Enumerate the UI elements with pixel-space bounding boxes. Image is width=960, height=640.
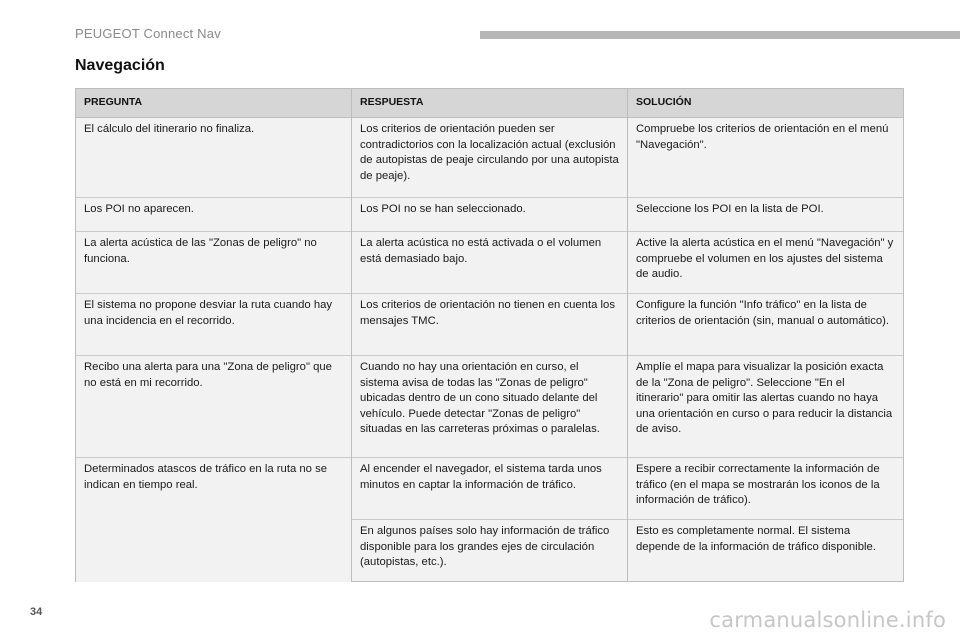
section-title: Navegación	[75, 57, 165, 74]
table-row	[76, 198, 904, 232]
header-bar	[480, 31, 960, 39]
cell-answer: Cuando no hay una orientación en curso, el sistema avisa de todas las "Zonas de peligro" ubicadas dentro de un cono situado delante del vehículo. Puede detectar "Zonas de peligro" situadas en las carreteras próximas o paralelas.	[352, 356, 628, 458]
table-row	[76, 232, 904, 294]
cell-answer: En algunos países solo hay información de tráfico disponible para los grandes ejes de circulación (autopistas, etc.).	[352, 520, 628, 582]
header-question: PREGUNTA	[76, 89, 352, 118]
cell-question: Recibo una alerta para una "Zona de peligro" que no está en mi recorrido.	[76, 356, 352, 458]
cell-answer: Los criterios de orientación pueden ser contradictorios con la localización actual (exclusión de autopistas de peaje circulando por una autopista de peaje).	[352, 118, 628, 198]
cell-solution: Amplíe el mapa para visualizar la posición exacta de la "Zona de peligro". Seleccione "En el itinerario" para omitir las alertas cuando no haya una orientación en curso o para reducir la distancia de aviso.	[628, 356, 904, 458]
cell-answer: Los POI no se han seleccionado.	[352, 198, 628, 232]
cell-solution: Esto es completamente normal. El sistema depende de la información de tráfico disponible.	[628, 520, 904, 582]
cell-question: Determinados atascos de tráfico en la ruta no se indican en tiempo real.	[76, 458, 352, 582]
cell-question: El cálculo del itinerario no finaliza.	[76, 118, 352, 198]
cell-solution: Active la alerta acústica en el menú "Navegación" y compruebe el volumen en los ajustes del sistema de audio.	[628, 232, 904, 294]
table-row	[76, 458, 904, 520]
table-row	[76, 356, 904, 458]
cell-solution: Configure la función "Info tráfico" en la lista de criterios de orientación (sin, manual o automático).	[628, 294, 904, 356]
header-solution: SOLUCIÓN	[628, 89, 904, 118]
cell-answer: Al encender el navegador, el sistema tarda unos minutos en captar la información de tráfico.	[352, 458, 628, 520]
document-brand: PEUGEOT Connect Nav	[75, 26, 221, 41]
watermark: carmanualsonline.info	[709, 608, 946, 632]
cell-solution: Seleccione los POI en la lista de POI.	[628, 198, 904, 232]
cell-question: Los POI no aparecen.	[76, 198, 352, 232]
cell-solution: Compruebe los criterios de orientación en el menú "Navegación".	[628, 118, 904, 198]
cell-solution: Espere a recibir correctamente la información de tráfico (en el mapa se mostrarán los iconos de la información de tráfico).	[628, 458, 904, 520]
cell-answer: La alerta acústica no está activada o el volumen está demasiado bajo.	[352, 232, 628, 294]
page-number: 34	[30, 606, 43, 618]
table-row	[76, 118, 904, 198]
cell-question: El sistema no propone desviar la ruta cuando hay una incidencia en el recorrido.	[76, 294, 352, 356]
cell-answer: Los criterios de orientación no tienen en cuenta los mensajes TMC.	[352, 294, 628, 356]
cell-question: La alerta acústica de las "Zonas de peligro" no funciona.	[76, 232, 352, 294]
header-answer: RESPUESTA	[352, 89, 628, 118]
table-row	[76, 294, 904, 356]
table-header-row	[76, 89, 904, 118]
faq-table	[75, 88, 904, 582]
